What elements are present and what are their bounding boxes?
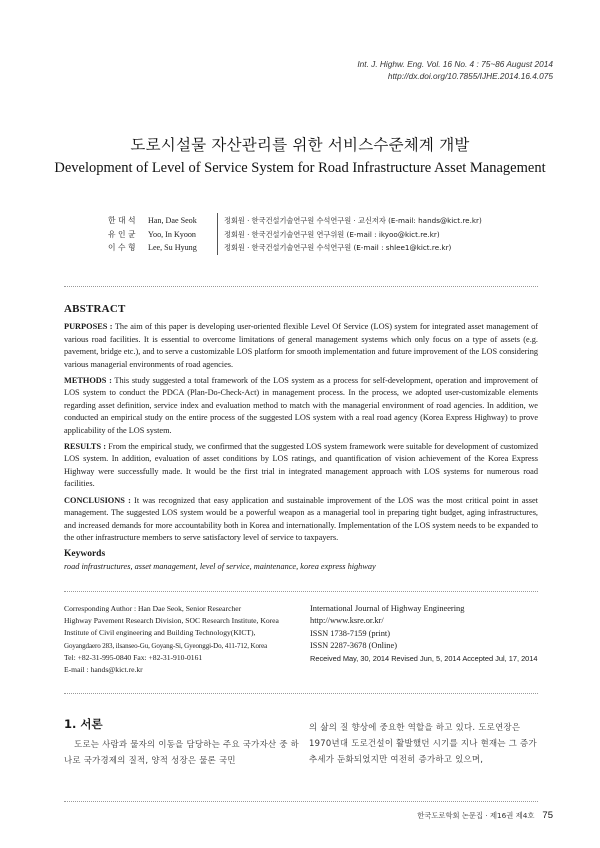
revised-date: Jun, 5, 2014 (417, 653, 463, 663)
author-name-en: Yoo, In Kyoon (148, 229, 196, 239)
journal-volume-line: Int. J. Highw. Eng. Vol. 16 No. 4 : 75~86 August 2014 (357, 59, 553, 69)
corr-line: Corresponding Author : Han Dae Seok, Senior Researcher (64, 604, 242, 613)
author-name-ko: 한 대 석 (108, 216, 136, 225)
author-affiliation: 정회원 · 한국건설기술연구원 연구위원 (E-mail : ikyoo@kict.re.kr) (224, 229, 440, 239)
footer-divider (64, 801, 538, 802)
abstract-purposes (64, 321, 538, 371)
author-row (108, 214, 482, 228)
body-column-right: 의 삶의 질 향상에 중요한 역할을 하고 있다. 도로연장은 1970년대 도로건설이 활발했던 시기를 지나 현재는 그 증가추세가 둔화되었지만 여전히 증가하고 있으며, (309, 722, 537, 764)
journal-url[interactable]: http://www.ksre.or.kr/ (310, 616, 384, 626)
journal-name: International Journal of Highway Engineering (310, 604, 465, 613)
corr-line: Goyangdaero 283, ilsanseo-Gu, Goyang-Si, Gyeonggi-Do, 411-712, Korea (64, 641, 268, 650)
author-name-ko: 이 수 형 (108, 243, 136, 252)
methods-label: METHODS : (64, 376, 112, 386)
author-name-en: Lee, Su Hyung (148, 243, 197, 252)
abstract-section (64, 303, 538, 573)
title-english: Development of Level of Service System for Road Infrastructure Asset Management (54, 160, 546, 176)
journal-citation (357, 58, 553, 82)
abstract-heading: ABSTRACT (64, 303, 126, 315)
dotted-divider (64, 286, 538, 287)
corr-phone: Tel: +82-31-995-0840 Fax: +82-31-910-0161 (64, 652, 203, 662)
abstract-conclusions (64, 495, 538, 545)
purposes-label: PURPOSES : (64, 322, 113, 332)
corr-email[interactable]: E-mail : hands@kict.re.kr (64, 665, 143, 675)
keywords-heading: Keywords (64, 549, 106, 560)
issn-print: ISSN 1738-7159 (print) (310, 628, 391, 638)
corresponding-author-block (64, 603, 296, 676)
received-date: May, 30, 2014 (340, 653, 392, 663)
doi-link[interactable]: http://dx.doi.org/10.7855/IJHE.2014.16.4.075 (387, 71, 553, 81)
author-affiliation: 정회원 · 한국건설기술연구원 수석연구원 (E-mail : shlee1@kict.re.kr) (224, 243, 452, 252)
conclusions-label: CONCLUSIONS : (64, 495, 131, 505)
author-list (108, 214, 482, 255)
methods-text: This study suggested a total framework of the LOS system as a process for self-development, operation and improvement of LOS system to conduct the PDCA (Plan-Do-Check-Act) in management process. In the process, we adopted user-customizable elements regarding asset definition, service index and evaluation method to match with the managerial environment of road agencies. In addition, we conducted an empirical study on the entire process of the suggested LOS system with a real road agency (Korea Express Highway) to prove applicability of the LOS system. (64, 376, 538, 435)
conclusions-text: It was recognized that easy application and sustainable improvement of the LOS was the most critical point in asset management. The suggested LOS system would be a powerful weapon as a managerial tool in preparing tight budget, aging infrastructures, and increased demands for more accountability both in Korea and internationally. Implementation of the LOS system needs to be expanded to the other infrastructure members to serve satisfactory level of service to taxpayers. (64, 495, 538, 542)
dotted-divider (64, 693, 538, 694)
footer-journal: 한국도로학회 논문집 · 제16권 제4호 (417, 811, 535, 820)
corr-line: Highway Pavement Research Division, SOC Research Institute, Korea (64, 616, 279, 626)
keywords-list: road infrastructures, asset management, level of service, maintenance, korea express highway (64, 561, 376, 571)
received-label: Received (310, 653, 341, 663)
submission-dates (310, 653, 550, 665)
author-name-ko: 유 인 균 (108, 229, 136, 239)
page-number: 75 (542, 810, 553, 821)
title-korean: 도로시설물 자산관리를 위한 서비스수준체계 개발 (130, 136, 470, 154)
author-row (108, 228, 482, 242)
results-text: From the empirical study, we confirmed that the suggested LOS system framework were suitable for development of customized LOS system. In addition, evaluation of asset conditions by LOS ratings, and quantification of vision achievement of the Korea Express Highway were successfully made. It would be the first trial in integrated management approach with LOS systems for numerous road facilities. (64, 442, 539, 489)
purposes-text: The aim of this paper is developing user-oriented flexible Level Of Service (LOS) system for integrated asset management of various road facilities. It is essential to overcome limitations of general management systems which only focus on a type of assets (e.g. pavement, bridge etc.), and to serve a customizable LOS platform for smooth implementation and future improvement of the LOS considering various managerial environments of road agencies. (64, 322, 538, 369)
journal-info-block (310, 603, 550, 665)
section-heading: 1. 서론 (64, 717, 103, 731)
author-name-en: Han, Dae Seok (148, 216, 197, 225)
abstract-results (64, 441, 538, 491)
revised-label: Revised (391, 653, 418, 663)
corr-line: Institute of Civil engineering and Building Technology(KICT), (64, 628, 256, 638)
accepted-date: Jul, 17, 2014 (493, 653, 538, 663)
page-footer (417, 810, 553, 821)
accepted-label: Accepted (462, 653, 494, 663)
body-column-left: 도로는 사람과 물자의 이동을 담당하는 주요 국가자산 중 하나로 국가경제의 질적, 양적 성장은 물론 국민 (64, 739, 300, 765)
issn-online: ISSN 2287-3678 (Online) (310, 641, 398, 651)
results-label: RESULTS : (64, 442, 107, 452)
author-affiliation: 정회원 · 한국건설기술연구원 수석연구원 · 교신저자 (E-mail: hands@kict.re.kr) (224, 216, 482, 225)
abstract-methods (64, 375, 538, 437)
author-row (108, 241, 482, 255)
dotted-divider (64, 591, 538, 592)
